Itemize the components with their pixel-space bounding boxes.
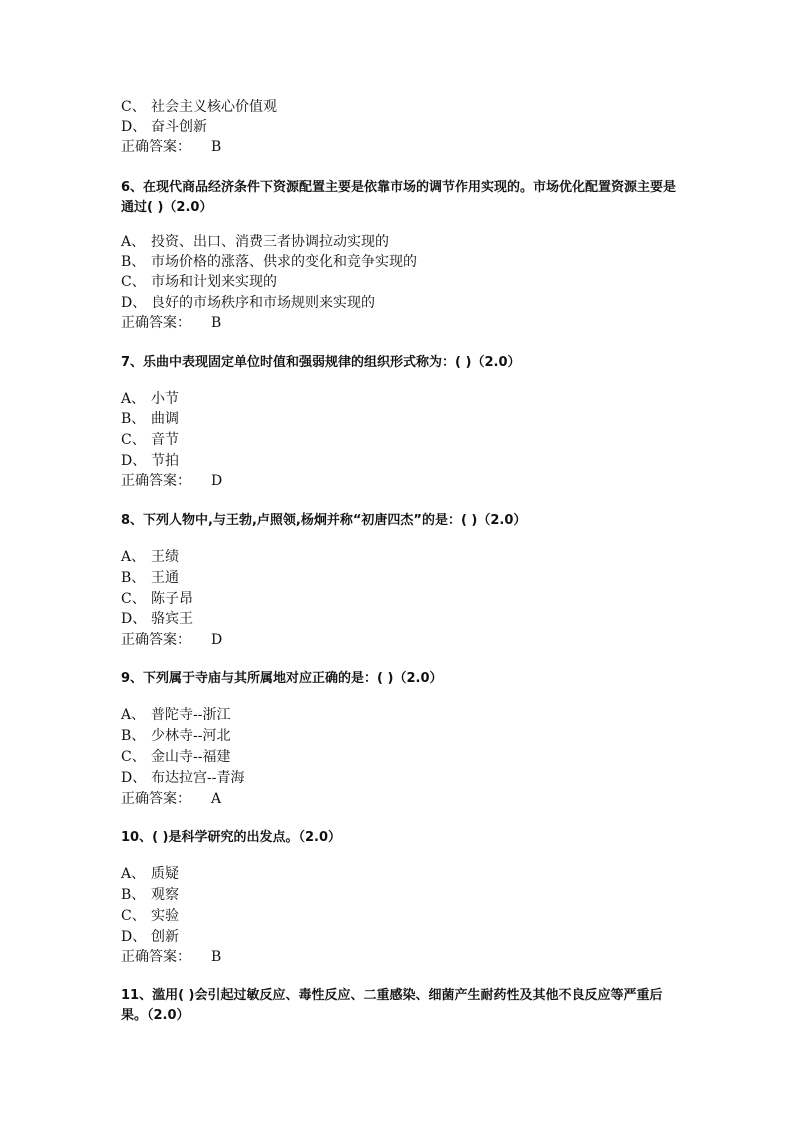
option-c bbox=[121, 589, 193, 609]
correct-answer bbox=[121, 947, 221, 967]
option-text: 少林寺--河北 bbox=[151, 728, 231, 744]
option-letter: C、 bbox=[121, 99, 146, 115]
option-text: 市场和计划来实现的 bbox=[151, 274, 277, 290]
answer-value: D bbox=[211, 473, 223, 489]
option-b bbox=[121, 252, 417, 272]
option-letter: A、 bbox=[121, 707, 146, 723]
option-a bbox=[121, 389, 179, 409]
correct-answer bbox=[121, 313, 221, 333]
option-b bbox=[121, 726, 230, 746]
correct-answer bbox=[121, 630, 222, 650]
option-letter: C、 bbox=[121, 274, 146, 290]
option-text: 陈子昂 bbox=[151, 591, 193, 607]
option-letter: C、 bbox=[121, 749, 146, 765]
option-text: 王通 bbox=[151, 570, 179, 586]
option-a bbox=[121, 232, 389, 252]
option-text: 观察 bbox=[151, 887, 179, 903]
option-letter: D、 bbox=[121, 611, 147, 627]
option-letter: B、 bbox=[121, 728, 146, 744]
question-9-text: 9、下列属于寺庙与其所属地对应正确的是：( )（2.0） bbox=[121, 671, 443, 686]
option-text: 曲调 bbox=[151, 411, 179, 427]
option-text: 音节 bbox=[151, 432, 179, 448]
option-d bbox=[121, 293, 375, 313]
option-d bbox=[121, 609, 193, 629]
option-letter: B、 bbox=[121, 411, 146, 427]
option-text: 节拍 bbox=[151, 453, 179, 469]
option-text: 实验 bbox=[151, 908, 179, 924]
answer-value: B bbox=[211, 139, 222, 155]
option-c bbox=[121, 906, 179, 926]
option-text: 小节 bbox=[151, 391, 179, 407]
option-letter: A、 bbox=[121, 234, 146, 250]
question-10-text: 10、( )是科学研究的出发点。（2.0） bbox=[121, 830, 342, 845]
answer-label: 正确答案： bbox=[121, 632, 191, 648]
option-text: 布达拉宫--青海 bbox=[151, 770, 245, 786]
option-text: 王绩 bbox=[151, 549, 179, 565]
option-letter: C、 bbox=[121, 908, 146, 924]
option-d bbox=[121, 768, 244, 788]
option-letter: B、 bbox=[121, 254, 146, 270]
option-letter: D、 bbox=[121, 770, 147, 786]
answer-label: 正确答案： bbox=[121, 473, 191, 489]
answer-value: D bbox=[211, 632, 223, 648]
option-c bbox=[121, 97, 277, 117]
question-7-text: 7、乐曲中表现固定单位时值和强弱规律的组织形式称为：( )（2.0） bbox=[121, 355, 521, 370]
answer-value: A bbox=[211, 791, 222, 807]
option-c bbox=[121, 272, 277, 292]
option-letter: C、 bbox=[121, 591, 146, 607]
option-text: 普陀寺--浙江 bbox=[151, 707, 231, 723]
option-text: 良好的市场秩序和市场规则来实现的 bbox=[151, 295, 375, 311]
answer-label: 正确答案： bbox=[121, 949, 191, 965]
correct-answer bbox=[121, 789, 221, 809]
option-b bbox=[121, 568, 179, 588]
option-text: 投资、出口、消费三者协调拉动实现的 bbox=[151, 234, 389, 250]
option-letter: A、 bbox=[121, 549, 146, 565]
option-text: 骆宾王 bbox=[151, 611, 193, 627]
option-b bbox=[121, 885, 179, 905]
option-text: 创新 bbox=[151, 929, 179, 945]
option-a bbox=[121, 864, 179, 884]
answer-value: B bbox=[211, 315, 222, 331]
option-a bbox=[121, 547, 179, 567]
answer-label: 正确答案： bbox=[121, 315, 191, 331]
option-text: 质疑 bbox=[151, 866, 179, 882]
option-d bbox=[121, 117, 207, 137]
option-d bbox=[121, 451, 179, 471]
option-letter: D、 bbox=[121, 929, 147, 945]
answer-value: B bbox=[211, 949, 222, 965]
answer-label: 正确答案： bbox=[121, 139, 191, 155]
option-letter: B、 bbox=[121, 570, 146, 586]
answer-label: 正确答案： bbox=[121, 791, 191, 807]
option-text: 奋斗创新 bbox=[151, 119, 207, 135]
option-letter: B、 bbox=[121, 887, 146, 903]
option-letter: D、 bbox=[121, 119, 147, 135]
option-text: 金山寺--福建 bbox=[151, 749, 231, 765]
option-text: 市场价格的涨落、供求的变化和竞争实现的 bbox=[151, 254, 417, 270]
option-a bbox=[121, 705, 230, 725]
correct-answer bbox=[121, 471, 222, 491]
option-letter: D、 bbox=[121, 453, 147, 469]
question-8-text: 8、下列人物中,与王勃,卢照领,杨炯并称“初唐四杰”的是：( )（2.0） bbox=[121, 513, 527, 528]
option-c bbox=[121, 430, 179, 450]
option-d bbox=[121, 927, 179, 947]
correct-answer bbox=[121, 137, 221, 157]
option-text: 社会主义核心价值观 bbox=[151, 99, 277, 115]
option-letter: C、 bbox=[121, 432, 146, 448]
option-letter: A、 bbox=[121, 866, 146, 882]
option-c bbox=[121, 747, 230, 767]
option-letter: A、 bbox=[121, 391, 146, 407]
question-6-text: 6、在现代商品经济条件下资源配置主要是依靠市场的调节作用实现的。市场优化配置资源主要是通过( )（2.0） bbox=[121, 180, 677, 215]
option-letter: D、 bbox=[121, 295, 147, 311]
option-b bbox=[121, 409, 179, 429]
question-11-text: 11、滥用( )会引起过敏反应、毒性反应、二重感染、细菌产生耐药性及其他不良反应等严重后果。（2.0） bbox=[121, 988, 663, 1023]
